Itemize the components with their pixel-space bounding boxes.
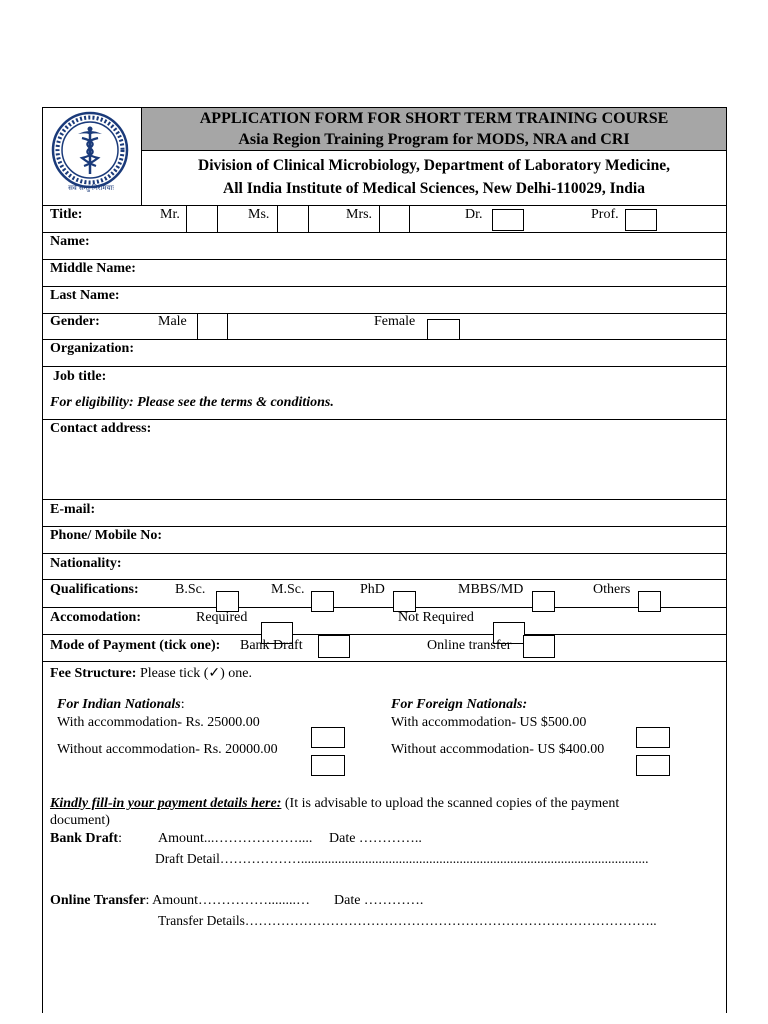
row-line: [42, 634, 727, 635]
job-title-input[interactable]: [130, 367, 720, 391]
contact-address-label: Contact address:: [50, 421, 152, 436]
qual-phd-checkbox[interactable]: [393, 591, 416, 612]
bank-draft-row: [50, 831, 122, 847]
title-option-ms: Ms.: [248, 207, 270, 222]
qual-mbbs-checkbox[interactable]: [532, 591, 555, 612]
foreign-nationals-heading: For Foreign Nationals:: [391, 697, 528, 712]
nationality-input[interactable]: [135, 554, 720, 578]
online-transfer-label: Online Transfer: [50, 893, 146, 908]
contact-address-input[interactable]: [50, 440, 720, 496]
payment-online-checkbox[interactable]: [523, 635, 555, 658]
fee-structure-line: [50, 666, 252, 682]
title-ms-checkbox[interactable]: [278, 206, 308, 232]
eligibility-note: For eligibility: Please see the terms & conditions.: [50, 395, 334, 410]
indian-with-checkbox[interactable]: [311, 727, 345, 748]
payment-mode-label: Mode of Payment (tick one):: [50, 638, 221, 653]
qual-others-checkbox[interactable]: [638, 591, 661, 612]
transfer-details-field[interactable]: Transfer Details………………………………………………………………………………..: [158, 913, 657, 928]
fee-label: Fee Structure:: [50, 666, 137, 681]
last-name-input[interactable]: [150, 287, 720, 312]
payment-details-note: (It is advisable to upload the scanned copies of the payment: [284, 796, 620, 811]
logo-caption: सर्वे सन्तु निरामयाः: [68, 184, 114, 192]
indian-with-accommodation: With accommodation- Rs. 25000.00: [57, 715, 260, 730]
gender-male-label: Male: [158, 314, 187, 329]
middle-name-label: Middle Name:: [50, 261, 136, 276]
qual-mbbs-label: MBBS/MD: [458, 582, 524, 597]
program-subtitle: Asia Region Training Program for MODS, NRA and CRI: [238, 131, 630, 148]
gender-female-checkbox[interactable]: [427, 319, 460, 340]
phone-input[interactable]: [175, 527, 720, 552]
title-cell-line: [217, 205, 218, 232]
indian-heading-colon: :: [180, 697, 185, 712]
gender-male-checkbox[interactable]: [198, 314, 227, 339]
indian-heading-line: [57, 697, 185, 713]
name-label: Name:: [50, 234, 90, 249]
row-line: [42, 661, 727, 662]
title-cell-line: [409, 205, 410, 232]
organization-input[interactable]: [150, 340, 720, 365]
title-option-mrs: Mrs.: [346, 207, 373, 222]
qual-bsc-checkbox[interactable]: [216, 591, 239, 612]
gender-cell-line: [227, 313, 228, 339]
division-line: Division of Clinical Microbiology, Department of Laboratory Medicine,: [198, 157, 670, 174]
gender-label: Gender:: [50, 314, 100, 329]
last-name-label: Last Name:: [50, 288, 120, 303]
title-label: Title:: [50, 207, 83, 222]
middle-name-input[interactable]: [150, 260, 720, 285]
title-option-prof: Prof.: [591, 207, 619, 222]
phone-label: Phone/ Mobile No:: [50, 528, 162, 543]
payment-details-note-cont: document): [50, 813, 110, 828]
payment-online-label: Online transfer: [427, 638, 512, 653]
title-dr-checkbox[interactable]: [492, 209, 524, 231]
title-mr-checkbox[interactable]: [187, 206, 217, 232]
online-transfer-row: [50, 893, 310, 909]
institute-line: All India Institute of Medical Sciences, New Delhi-110029, India: [223, 180, 645, 197]
row-line: [42, 419, 727, 420]
qual-bsc-label: B.Sc.: [175, 582, 206, 597]
title-option-mr: Mr.: [160, 207, 180, 222]
online-amount-field[interactable]: : Amount……………........…: [145, 893, 311, 908]
nationality-label: Nationality:: [50, 556, 122, 571]
job-title-label: Job title:: [53, 369, 107, 384]
bank-draft-colon: :: [118, 831, 122, 846]
payment-bank-draft-label: Bank Draft: [240, 638, 303, 653]
qual-msc-checkbox[interactable]: [311, 591, 334, 612]
gender-female-label: Female: [374, 314, 416, 329]
indian-nationals-heading: For Indian Nationals: [57, 697, 181, 712]
accommodation-required-label: Required: [196, 610, 248, 625]
foreign-without-checkbox[interactable]: [636, 755, 670, 776]
qual-msc-label: M.Sc.: [271, 582, 305, 597]
organization-label: Organization:: [50, 341, 134, 356]
title-option-dr: Dr.: [465, 207, 483, 222]
accommodation-not-required-label: Not Required: [398, 610, 474, 625]
draft-detail-field[interactable]: Draft Detail……………….......................................................................................................: [155, 851, 649, 866]
online-date-field[interactable]: Date ………….: [334, 893, 424, 908]
bank-draft-label: Bank Draft: [50, 831, 119, 846]
accommodation-label: Accomodation:: [50, 610, 141, 625]
aiims-logo: [48, 110, 134, 198]
payment-details-heading: Kindly fill-in your payment details here:: [50, 796, 282, 811]
qual-others-label: Others: [593, 582, 631, 597]
payment-details-line: [50, 796, 619, 812]
foreign-with-checkbox[interactable]: [636, 727, 670, 748]
foreign-without-accommodation: Without accommodation- US $400.00: [391, 742, 605, 757]
header-divider: [142, 150, 727, 151]
indian-without-accommodation: Without accommodation- Rs. 20000.00: [57, 742, 278, 757]
foreign-with-accommodation: With accommodation- US $500.00: [391, 715, 587, 730]
payment-bank-draft-checkbox[interactable]: [318, 635, 350, 658]
row-line: [42, 607, 727, 608]
name-input[interactable]: [150, 233, 720, 258]
title-cell-line: [308, 205, 309, 232]
form-title: APPLICATION FORM FOR SHORT TERM TRAINING COURSE: [199, 110, 669, 127]
fee-instruction: Please tick (✓) one.: [139, 666, 252, 681]
qualifications-label: Qualifications:: [50, 582, 139, 597]
form-left-border: [42, 107, 43, 1013]
title-mrs-checkbox[interactable]: [380, 206, 409, 232]
row-line: [42, 579, 727, 580]
email-label: E-mail:: [50, 502, 96, 517]
qual-phd-label: PhD: [360, 582, 385, 597]
form-right-border: [726, 107, 727, 1013]
title-prof-checkbox[interactable]: [625, 209, 657, 231]
bank-amount-field[interactable]: Amount...………………....: [158, 831, 313, 846]
indian-without-checkbox[interactable]: [311, 755, 345, 776]
email-input[interactable]: [110, 500, 720, 525]
bank-date-field[interactable]: Date …………..: [329, 831, 422, 846]
